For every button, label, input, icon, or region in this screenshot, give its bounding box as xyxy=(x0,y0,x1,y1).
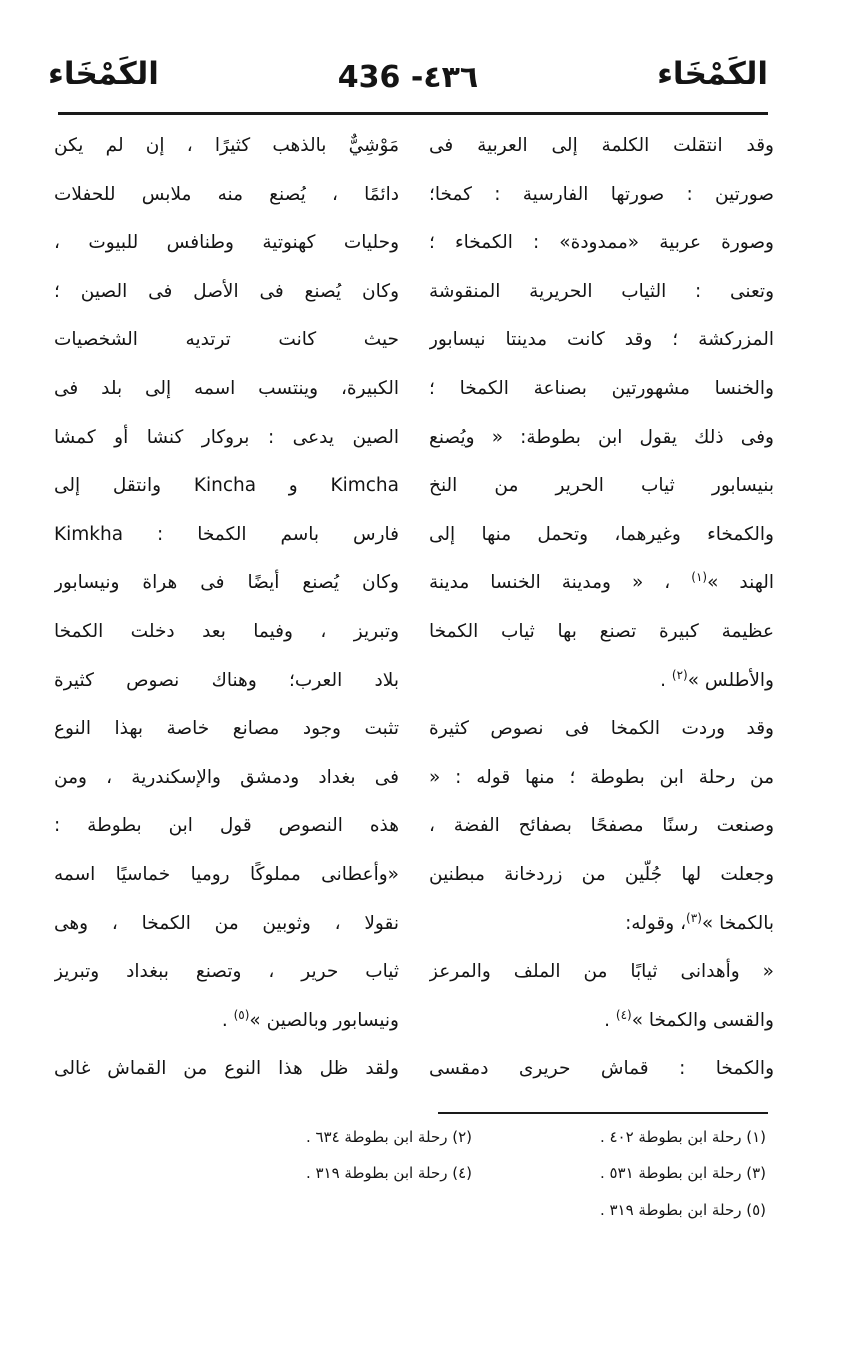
text-line xyxy=(429,754,774,803)
line-text: الكبيرة، وينتسب اسمه إلى بلد فى xyxy=(54,377,399,399)
line-text: عظيمة كبيرة تصنع بها ثياب الكمخا xyxy=(429,620,774,642)
line-text: وحليات كهنوتية وطنافس للبيوت ، xyxy=(54,232,399,254)
line-text: والقسى والكمخا » xyxy=(631,1009,774,1031)
footnote-rule xyxy=(438,1112,768,1114)
line-text: من رحلة ابن بطوطة ؛ منها قوله : « xyxy=(429,766,774,788)
footnote-2: (٢) رحلة ابن بطوطة ٦٣٤ . xyxy=(305,1128,472,1146)
line-text: وقد وردت الكمخا فى نصوص كثيرة xyxy=(429,718,774,740)
text-line xyxy=(54,122,399,171)
line-text: تثبت وجود مصانع خاصة بهذا النوع xyxy=(54,718,399,740)
text-line xyxy=(429,219,774,268)
line-text: نقولا ، وثوبين من الكمخا ، وهى xyxy=(54,912,399,934)
line-text: وصنعت رسنًا مصفحًا بصفائح الفضة ، xyxy=(429,815,774,837)
line-text: وكان يُصنع فى الأصل فى الصين ؛ xyxy=(54,280,399,302)
text-line xyxy=(54,948,399,997)
line-text: فى بغداد ودمشق والإسكندرية ، ومن xyxy=(54,766,399,788)
text-line xyxy=(429,171,774,220)
text-line xyxy=(54,414,399,463)
line-text: هذه النصوص قول ابن بطوطة : xyxy=(54,815,399,837)
line-text: المزركشة ؛ وقد كانت مدينتا نيسابور xyxy=(429,329,774,351)
line-text: وكان يُصنع أيضًا فى هراة ونيسابور xyxy=(54,572,399,594)
line-text-after: . xyxy=(221,1009,234,1031)
line-text: ونيسابور وبالصين » xyxy=(249,1009,399,1031)
line-text: مَوْشِيٌّ بالذهب كثيرًا ، إن لم يكن xyxy=(54,135,399,156)
line-text: والكمخاء وغيرهما، وتحمل منها إلى xyxy=(429,523,774,545)
text-line xyxy=(54,559,399,608)
text-line xyxy=(429,900,774,949)
text-line xyxy=(429,1045,774,1094)
footnote-4: (٤) رحلة ابن بطوطة ٣١٩ . xyxy=(305,1164,472,1182)
line-text: والخنسا مشهورتين بصناعة الكمخا ؛ xyxy=(429,377,774,399)
line-text-after: ، « ومدينة الخنسا مدينة xyxy=(429,572,692,594)
line-text: وتبريز ، وفيما بعد دخلت الكمخا xyxy=(54,620,399,642)
line-text-after: ، وقوله: xyxy=(625,912,687,934)
line-text: دائمًا ، يُصنع منه ملابس للحفلات xyxy=(54,183,399,205)
footnote-marker: (٢) xyxy=(671,667,688,682)
text-line xyxy=(429,997,774,1046)
text-line xyxy=(54,462,399,511)
text-line xyxy=(429,511,774,560)
text-line xyxy=(54,171,399,220)
line-text: صورتين : صورتها الفارسية : كمخا؛ xyxy=(429,183,774,205)
text-line xyxy=(54,802,399,851)
line-text: وجعلت لها جُلّين من زردخانة مبطنين xyxy=(429,863,774,885)
footnote-marker: (٣) xyxy=(686,910,702,925)
line-text: فارس باسم الكمخا : Kimkha xyxy=(54,523,399,545)
left-column xyxy=(54,122,399,1094)
line-text: ثياب حرير ، وتصنع ببغداد وتبريز xyxy=(54,961,399,983)
line-text: بنيسابور ثياب الحرير من النخ xyxy=(429,475,774,497)
line-text: الهند » xyxy=(707,572,774,594)
right-column xyxy=(429,122,774,1094)
footnote-1: (١) رحلة ابن بطوطة ٤٠٢ . xyxy=(599,1128,766,1146)
text-line xyxy=(429,705,774,754)
text-line xyxy=(54,754,399,803)
text-line xyxy=(429,559,774,608)
text-line xyxy=(54,997,399,1046)
page-header xyxy=(48,40,768,110)
text-line xyxy=(429,608,774,657)
line-text: الصين يدعى : بروكار كنشا أو كمشا xyxy=(54,426,399,448)
text-line xyxy=(429,851,774,900)
text-line xyxy=(429,657,774,706)
line-text-after: . xyxy=(604,1009,616,1031)
text-line xyxy=(54,219,399,268)
line-text: وفى ذلك يقول ابن بطوطة: « ويُصنع xyxy=(429,426,774,448)
header-rule xyxy=(58,112,768,115)
text-line xyxy=(429,365,774,414)
text-line xyxy=(429,316,774,365)
line-text: وصورة عربية «ممدودة» : الكمخاء ؛ xyxy=(429,232,774,254)
text-line xyxy=(54,657,399,706)
line-text: بالكمخا » xyxy=(701,912,774,934)
line-text: Kimcha و Kincha وانتقل إلى xyxy=(54,475,399,497)
line-text: والأطلس » xyxy=(687,669,774,691)
running-title-left: الكَمْخَاء xyxy=(48,56,159,92)
footnote-3: (٣) رحلة ابن بطوطة ٥٣١ . xyxy=(599,1164,766,1182)
page-number: 436 -٤٣٦ xyxy=(337,60,479,95)
text-line xyxy=(54,900,399,949)
line-text: «وأعطانى مملوكًا روميا خماسيًا اسمه xyxy=(54,863,399,885)
text-line xyxy=(54,608,399,657)
text-line xyxy=(429,268,774,317)
footnote-marker: (٤) xyxy=(615,1007,632,1022)
text-line xyxy=(54,268,399,317)
running-title-right: الكَمْخَاء xyxy=(657,56,768,92)
text-line xyxy=(54,851,399,900)
line-text: حيث كانت ترتديه الشخصيات xyxy=(54,329,399,351)
footnote-marker: (٥) xyxy=(233,1007,250,1022)
text-line xyxy=(54,1045,399,1094)
text-line xyxy=(54,365,399,414)
line-text: ولقد ظل هذا النوع من القماش غالى xyxy=(54,1058,399,1080)
text-line xyxy=(429,948,774,997)
text-line xyxy=(429,802,774,851)
line-text: والكمخا : قماش حريرى دمقسى xyxy=(429,1058,774,1080)
text-line xyxy=(429,462,774,511)
footnote-5: (٥) رحلة ابن بطوطة ٣١٩ . xyxy=(599,1201,766,1219)
text-line xyxy=(429,122,774,171)
line-text: وقد انتقلت الكلمة إلى العربية فى xyxy=(429,135,774,156)
footnote-marker: (١) xyxy=(691,570,708,585)
text-line xyxy=(429,414,774,463)
line-text: وتعنى : الثياب الحريرية المنقوشة xyxy=(429,280,774,302)
text-line xyxy=(54,705,399,754)
line-text: بلاد العرب؛ وهناك نصوص كثيرة xyxy=(54,669,399,691)
line-text: « وأهدانى ثيابًا من الملف والمرعز xyxy=(429,961,774,983)
text-line xyxy=(54,511,399,560)
line-text-after: . xyxy=(660,669,672,691)
text-line xyxy=(54,316,399,365)
